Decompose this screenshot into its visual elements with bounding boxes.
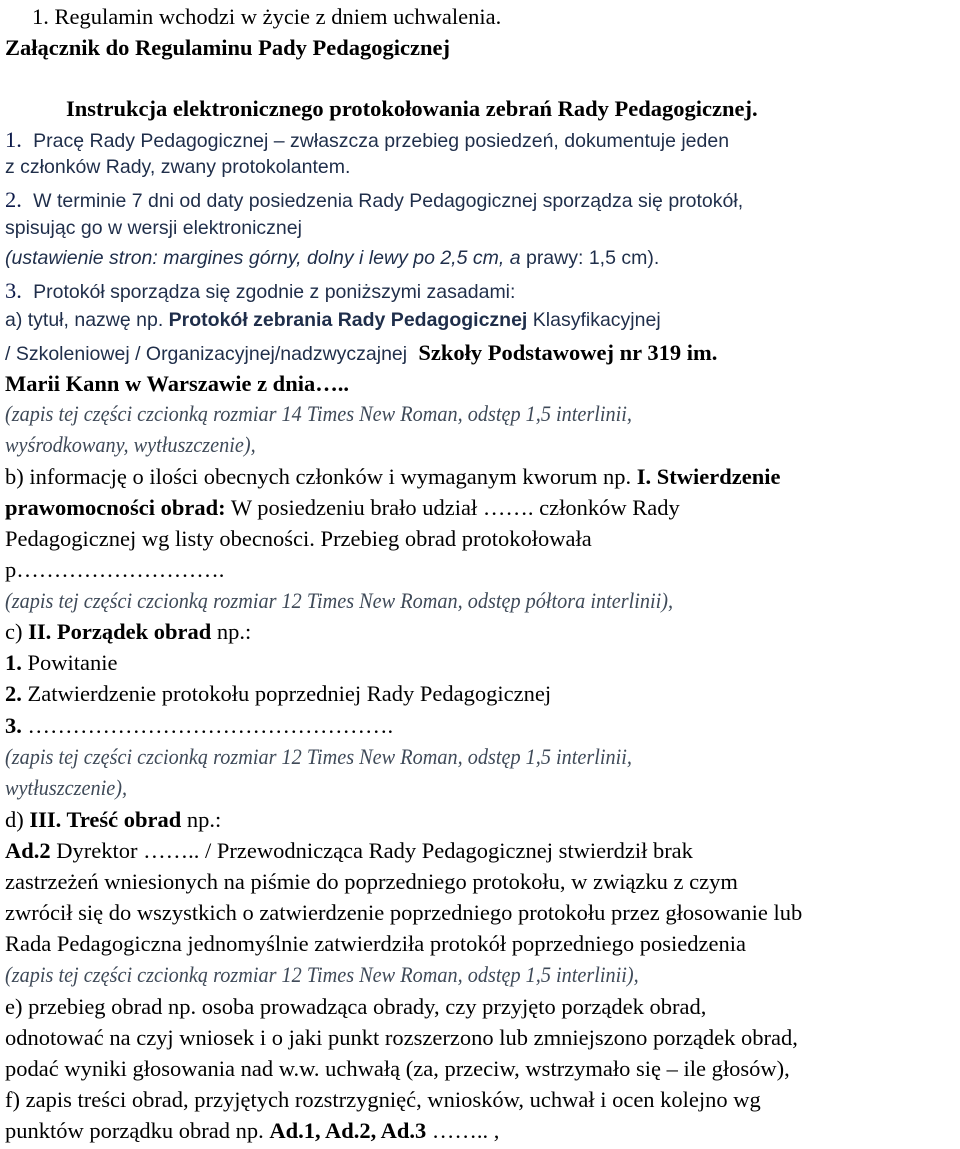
agenda-item-3-number: 3.: [5, 713, 22, 738]
margins-note-right: prawy: 1,5 cm).: [525, 247, 660, 269]
format-note-3-text: (zapis tej części czcionką rozmiar 12 Times New Roman, odstęp 1,5 interlinii,: [5, 744, 632, 769]
point-e-cont-2: podać wyniki głosowania nad w.w. uchwałą (za, przeciw, wstrzymało się – ile głosów),: [5, 1056, 790, 1081]
protocol-type: Klasyfikacyjnej: [532, 309, 661, 331]
ad-2-label: Ad.2: [5, 838, 51, 863]
point-b-text: b) informację o ilości obecnych członków i wymaganym kworum np.: [5, 464, 632, 489]
agenda-heading: II. Porządek obrad: [28, 619, 212, 644]
point-d-label: d): [5, 807, 30, 832]
item-3-text: Protokół sporządza się zgodnie z poniższymi zasadami:: [33, 281, 516, 303]
point-f-cont-text: punktów porządku obrad np.: [5, 1118, 264, 1143]
recorder-placeholder: p……………………….: [5, 557, 225, 582]
point-a-cont: [5, 342, 717, 365]
item-3: [5, 280, 515, 303]
school-name-cont: Marii Kann w Warszawie z dnia…..: [5, 371, 349, 396]
point-a: [5, 311, 661, 331]
format-note-3-cont: [5, 777, 141, 800]
format-note-4: [5, 964, 709, 987]
quorum-heading: I. Stwierdzenie: [636, 464, 781, 489]
protocol-title-example: Protokół zebrania Rady Pedagogicznej: [168, 309, 528, 331]
attendance-text: W posiedzeniu brało udział ……. członków Rady: [230, 495, 680, 520]
point-a-text: a) tytuł, nazwę np.: [5, 309, 164, 331]
agenda-item-1: [5, 652, 118, 675]
format-note-4-text: (zapis tej części czcionką rozmiar 12 Times New Roman, odstęp 1,5 interlinii),: [5, 962, 639, 987]
point-f: f) zapis treści obrad, przyjętych rozstrzygnięć, wniosków, uchwał i ocen kolejno wg: [5, 1087, 761, 1112]
school-name: Szkoły Podstawowej nr 319 im.: [418, 340, 718, 365]
ad-2-text-3: zwrócił się do wszystkich o zatwierdzenie poprzedniego protokołu przez głosowanie lub: [5, 900, 803, 925]
agenda-item-3-text: ………………………………………….: [21, 713, 394, 738]
ad-2-paragraph: [5, 840, 693, 863]
appendix-heading: Załącznik do Regulaminu Pady Pedagogicznej: [5, 35, 451, 60]
point-e: e) przebieg obrad np. osoba prowadząca obrady, czy przyjęto porządek obrad,: [5, 994, 707, 1019]
format-note-3-cont-text: wytłuszczenie),: [5, 775, 128, 800]
item-1: [5, 129, 729, 152]
page-margins-note: [5, 249, 659, 269]
closing-clause: 1. Regulamin wchodzi w życie z dniem uchwalenia.: [32, 4, 502, 29]
ad-2-text-4: Rada Pedagogiczna jednomyślnie zatwierdziła protokół poprzedniego posiedzenia: [5, 931, 746, 956]
item-3-number: 3.: [5, 278, 22, 303]
instruction-title: Instrukcja elektronicznego protokołowania zebrań Rady Pedagogicznej.: [66, 96, 758, 121]
agenda-item-2: [5, 683, 551, 706]
agenda-item-2-text: Zatwierdzenie protokołu poprzedniej Rady Pedagogicznej: [21, 681, 552, 706]
proceedings-heading: III. Treść obrad: [29, 807, 182, 832]
agenda-item-2-number: 2.: [5, 681, 22, 706]
point-c: [5, 621, 251, 644]
item-1-number: 1.: [5, 127, 22, 152]
point-d: [5, 809, 221, 832]
item-2-number: 2.: [5, 187, 22, 212]
agenda-item-1-number: 1.: [5, 650, 22, 675]
agenda-item-1-text: Powitanie: [21, 650, 118, 675]
ad-2-text: Dyrektor …….. / Przewodnicząca Rady Pedagogicznej stwierdził brak: [50, 838, 693, 863]
point-f-ellipsis: …….. ,: [426, 1118, 500, 1143]
format-note-1: [5, 403, 702, 426]
format-note-2-text: (zapis tej części czcionką rozmiar 12 Times New Roman, odstęp półtora interlinii),: [5, 588, 674, 613]
item-2: [5, 189, 743, 212]
item-1-text-cont: z członków Rady, zwany protokolantem.: [5, 156, 351, 178]
point-b-cont: [5, 497, 680, 520]
item-2-text-cont: spisując go w wersji elektronicznej: [5, 217, 302, 239]
point-b: [5, 466, 780, 489]
point-c-label: c): [5, 619, 29, 644]
format-note-1-cont-text: wyśrodkowany, wytłuszczenie),: [5, 432, 256, 457]
format-note-2: [5, 590, 747, 613]
item-1-text: Pracę Rady Pedagogicznej – zwłaszcza przebieg posiedzeń, dokumentuje jeden: [33, 130, 730, 152]
ad-2-text-2: zastrzeżeń wniesionych na piśmie do poprzedniego protokołu, w związku z czym: [5, 869, 738, 894]
format-note-1-cont: [5, 434, 284, 457]
margins-note-italic: (ustawienie stron: margines górny, dolny i lewy po 2,5 cm, a: [5, 247, 521, 269]
point-f-cont: [5, 1120, 499, 1143]
ad-references: Ad.1, Ad.2, Ad.3: [269, 1118, 427, 1143]
point-e-cont-1: odnotować na czyj wniosek i o jaki punkt rozszerzono lub zmniejszono porządek obrad,: [5, 1025, 798, 1050]
quorum-heading-cont: prawomocności obrad:: [5, 495, 226, 520]
item-2-text: W terminie 7 dni od daty posiedzenia Rady Pedagogicznej sporządza się protokół,: [33, 190, 744, 212]
agenda-item-3: [5, 715, 393, 738]
proceedings-np: np.:: [186, 807, 222, 832]
format-note-1-text: (zapis tej części czcionką rozmiar 14 Times New Roman, odstęp 1,5 interlinii,: [5, 401, 632, 426]
agenda-np: np.:: [216, 619, 252, 644]
attendance-text-cont: Pedagogicznej wg listy obecności. Przebieg obrad protokołowała: [5, 526, 592, 551]
format-note-3: [5, 746, 702, 769]
meeting-types: / Szkoleniowej / Organizacyjnej/nadzwyczajnej: [5, 343, 408, 365]
